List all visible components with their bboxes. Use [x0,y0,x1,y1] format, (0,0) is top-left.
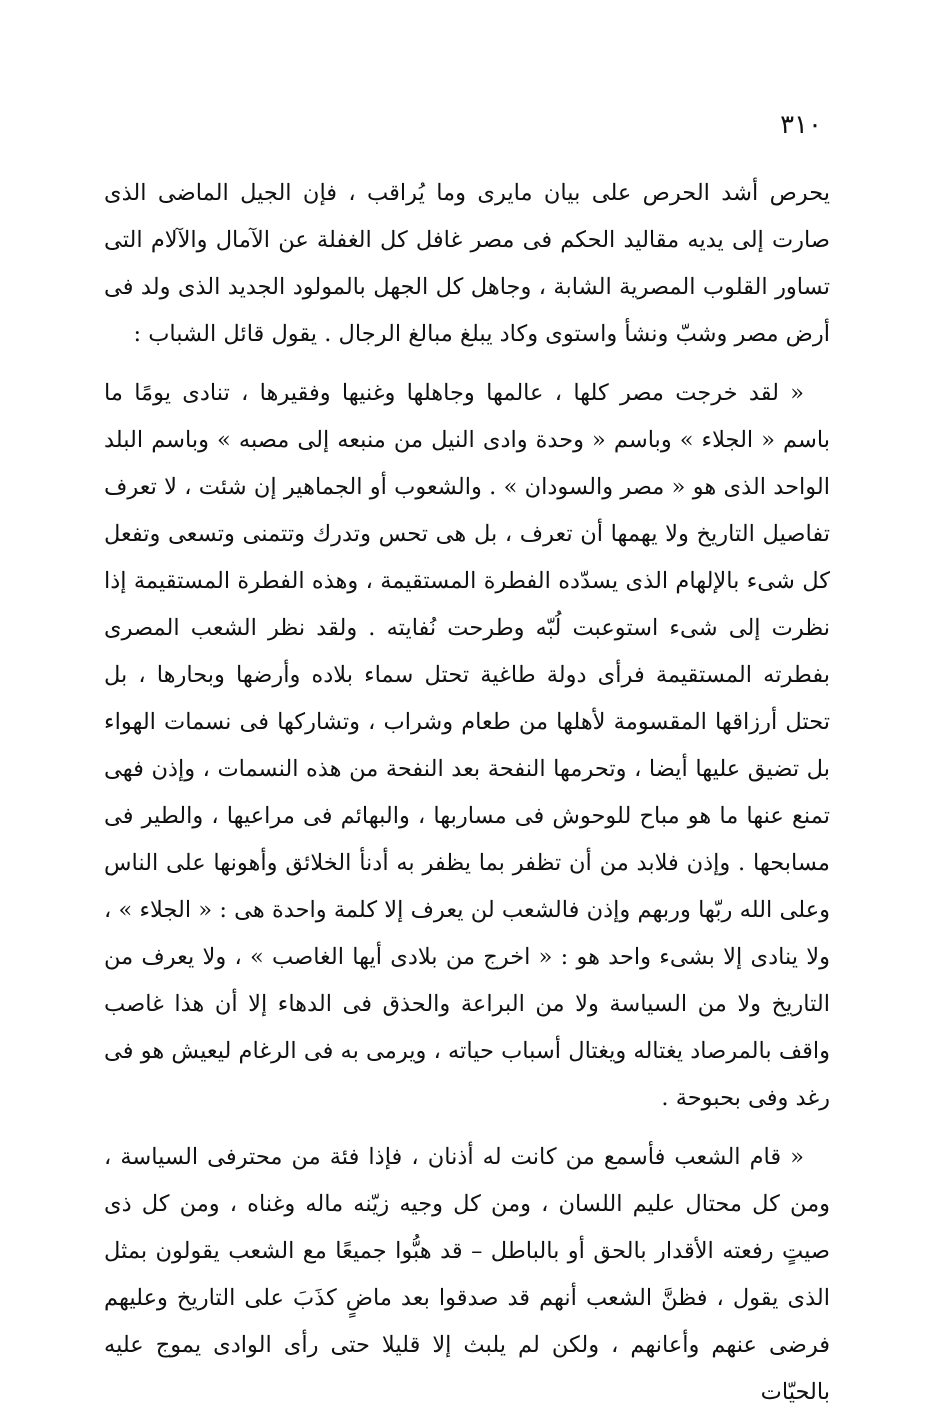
paragraph-3: « قام الشعب فأسمع من كانت له أذنان ، فإذا فئة من محترفى السياسة ، ومن كل محتال عليم اللسان ، ومن كل وجيه زيّنه ماله وغناه ، ومن كل ذى صيتٍ رفعته الأقدار بالحق أو بالباطل – قد هبُّوا جميعًا مع الشعب يقولون بمثل الذى يقول ، فظنَّ الشعب أنهم قد صدقوا بعد ماضٍ كذَبَ على التاريخ وعليهم فرضى عنهم وأعانهم ، ولكن لم يلبث إلا قليلا حتى رأى الوادى يموج عليه بالحيّات [104,1144,830,1405]
page-number: ٣١٠ [780,110,822,140]
page-body [104,170,830,1416]
paragraph-2: « لقد خرجت مصر كلها ، عالمها وجاهلها وغنيها وفقيرها ، تنادى يومًا ما باسم « الجلاء » وباسم « وحدة وادى النيل من منبعه إلى مصبه » وباسم البلد الواحد الذى هو « مصر والسودان » . والشعوب أو الجماهير إن شئت ، لا تعرف تفاصيل التاريخ ولا يهمها أن تعرف ، بل هى تحس وتدرك وتتمنى وتسعى وتفعل كل شىء بالإلهام الذى يسدّده الفطرة المستقيمة ، وهذه الفطرة المستقيمة إذا نظرت إلى شىء استوعبت لُبّه وطرحت نُفايته . ولقد نظر الشعب المصرى بفطرته المستقيمة فرأى دولة طاغية تحتل سماء بلاده وأرضها وبحارها ، بل تحتل أرزاقها المقسومة لأهلها من طعام وشراب ، وتشاركها فى نسمات الهواء بل تضيق عليها أيضا ، وتحرمها النفحة بعد النفحة من هذه النسمات ، وإذن فهى تمنع عنها ما هو مباح للوحوش فى مساربها ، والبهائم فى مراعيها ، والطير فى مسابحها . وإذن فلابد من أن تظفر بما يظفر به أدنأ الخلائق وأهونها على الناس وعلى الله ربّها وربهم وإذن فالشعب لن يعرف إلا كلمة واحدة هى : « الجلاء » ، ولا ينادى إلا بشىء واحد هو : « اخرج من بلادى أيها الغاصب » ، ولا يعرف من التاريخ ولا من السياسة ولا من البراعة والحذق فى الدهاء إلا أن هذا غاصب واقف بالمرصاد يغتاله ويغتال أسباب حياته ، ويرمى به فى الرغام ليعيش هو فى رغد وفى بحبوحة . [104,380,830,1111]
paragraph-1: يحرص أشد الحرص على بيان مايرى وما يُراقب ، فإن الجيل الماضى الذى صارت إلى يديه مقاليد الحكم فى مصر غافل كل الغفلة عن الآمال والآلام التى تساور القلوب المصرية الشابة ، وجاهل كل الجهل بالمولود الجديد الذى ولد فى أرض مصر وشبّ ونشأ واستوى وكاد يبلغ مبالغ الرجال . يقول قائل الشباب : [104,180,830,347]
